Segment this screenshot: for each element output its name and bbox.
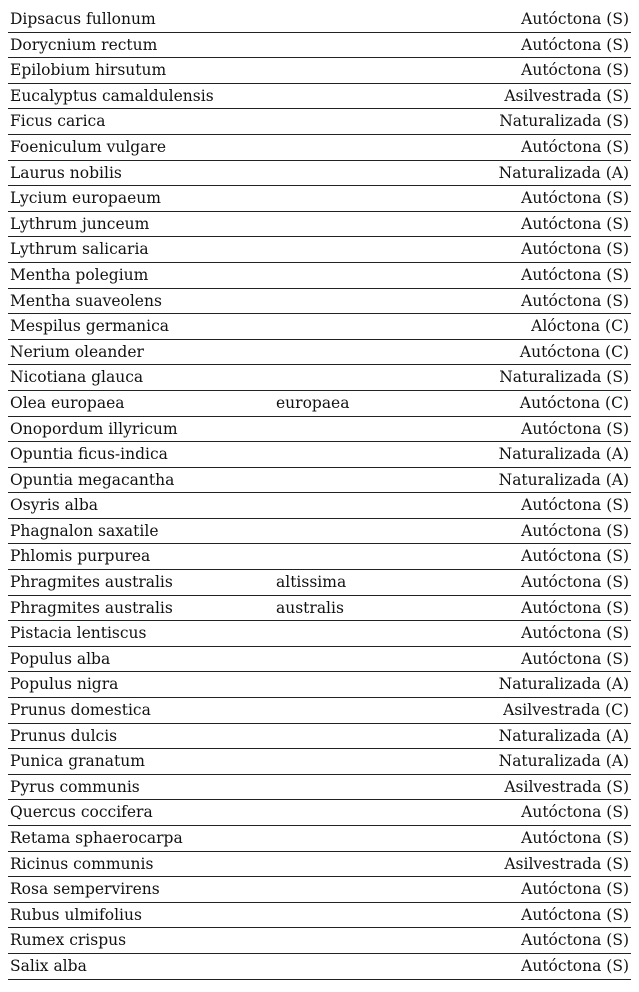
- status-cell: Alóctona (C): [448, 314, 631, 340]
- table-row: [8, 211, 631, 237]
- status-cell: Autóctona (S): [448, 186, 631, 212]
- status-cell: Autóctona (S): [448, 826, 631, 852]
- subspecies-cell: [274, 211, 448, 237]
- status-cell: Autóctona (S): [448, 58, 631, 84]
- subspecies-cell: [274, 851, 448, 877]
- table-row: [8, 58, 631, 84]
- status-cell: Autóctona (S): [448, 7, 631, 32]
- table-row: [8, 288, 631, 314]
- table-row: [8, 800, 631, 826]
- subspecies-cell: australis: [274, 595, 448, 621]
- table-row: [8, 518, 631, 544]
- species-name-cell: Pyrus communis: [8, 774, 274, 800]
- subspecies-cell: [274, 800, 448, 826]
- subspecies-cell: [274, 928, 448, 954]
- species-name-cell: Onopordum illyricum: [8, 416, 274, 442]
- subspecies-cell: [274, 698, 448, 724]
- status-cell: Autóctona (S): [448, 646, 631, 672]
- species-name-cell: Dipsacus fullonum: [8, 7, 274, 32]
- species-name-cell: Eucalyptus camaldulensis: [8, 83, 274, 109]
- table-row: [8, 160, 631, 186]
- species-name-cell: Populus nigra: [8, 672, 274, 698]
- table-row: [8, 621, 631, 647]
- subspecies-cell: altissima: [274, 570, 448, 596]
- status-cell: Naturalizada (A): [448, 672, 631, 698]
- table-row: [8, 262, 631, 288]
- species-name-cell: Pistacia lentiscus: [8, 621, 274, 647]
- status-cell: Naturalizada (A): [448, 749, 631, 775]
- subspecies-cell: [274, 493, 448, 519]
- species-table: [8, 7, 631, 980]
- subspecies-cell: [274, 83, 448, 109]
- status-cell: Autóctona (C): [448, 339, 631, 365]
- status-cell: Asilvestrada (C): [448, 698, 631, 724]
- species-name-cell: Nerium oleander: [8, 339, 274, 365]
- status-cell: Autóctona (S): [448, 416, 631, 442]
- status-cell: Autóctona (C): [448, 390, 631, 416]
- species-name-cell: Retama sphaerocarpa: [8, 826, 274, 852]
- species-name-cell: Prunus dulcis: [8, 723, 274, 749]
- species-name-cell: Nicotiana glauca: [8, 365, 274, 391]
- species-name-cell: Phragmites australis: [8, 595, 274, 621]
- species-name-cell: Phagnalon saxatile: [8, 518, 274, 544]
- species-name-cell: Lythrum salicaria: [8, 237, 274, 263]
- table-row: [8, 442, 631, 468]
- status-cell: Autóctona (S): [448, 595, 631, 621]
- table-row: [8, 365, 631, 391]
- subspecies-cell: [274, 518, 448, 544]
- subspecies-cell: [274, 288, 448, 314]
- subspecies-cell: [274, 723, 448, 749]
- status-cell: Autóctona (S): [448, 544, 631, 570]
- status-cell: Autóctona (S): [448, 288, 631, 314]
- species-name-cell: Foeniculum vulgare: [8, 134, 274, 160]
- subspecies-cell: [274, 262, 448, 288]
- table-row: [8, 672, 631, 698]
- species-name-cell: Phlomis purpurea: [8, 544, 274, 570]
- table-row: [8, 928, 631, 954]
- table-row: [8, 237, 631, 263]
- species-name-cell: Rubus ulmifolius: [8, 902, 274, 928]
- status-cell: Autóctona (S): [448, 800, 631, 826]
- species-name-cell: Ricinus communis: [8, 851, 274, 877]
- species-name-cell: Opuntia megacantha: [8, 467, 274, 493]
- species-name-cell: Punica granatum: [8, 749, 274, 775]
- species-name-cell: Mespilus germanica: [8, 314, 274, 340]
- status-cell: Asilvestrada (S): [448, 774, 631, 800]
- table-row: [8, 416, 631, 442]
- species-name-cell: Laurus nobilis: [8, 160, 274, 186]
- species-name-cell: Mentha polegium: [8, 262, 274, 288]
- species-name-cell: Osyris alba: [8, 493, 274, 519]
- table-row: [8, 134, 631, 160]
- table-row: [8, 83, 631, 109]
- species-name-cell: Phragmites australis: [8, 570, 274, 596]
- subspecies-cell: [274, 621, 448, 647]
- table-row: [8, 32, 631, 58]
- subspecies-cell: [274, 672, 448, 698]
- species-name-cell: Dorycnium rectum: [8, 32, 274, 58]
- subspecies-cell: [274, 237, 448, 263]
- table-row: [8, 953, 631, 979]
- status-cell: Autóctona (S): [448, 621, 631, 647]
- species-name-cell: Rumex crispus: [8, 928, 274, 954]
- table-row: [8, 595, 631, 621]
- subspecies-cell: [274, 544, 448, 570]
- species-name-cell: Epilobium hirsutum: [8, 58, 274, 84]
- subspecies-cell: [274, 7, 448, 32]
- table-row: [8, 7, 631, 32]
- table-row: [8, 544, 631, 570]
- table-row: [8, 390, 631, 416]
- status-cell: Autóctona (S): [448, 518, 631, 544]
- subspecies-cell: [274, 774, 448, 800]
- subspecies-cell: [274, 826, 448, 852]
- status-cell: Asilvestrada (S): [448, 851, 631, 877]
- table-row: [8, 902, 631, 928]
- subspecies-cell: [274, 646, 448, 672]
- status-cell: Autóctona (S): [448, 928, 631, 954]
- table-row: [8, 774, 631, 800]
- status-cell: Naturalizada (A): [448, 723, 631, 749]
- species-name-cell: Olea europaea: [8, 390, 274, 416]
- subspecies-cell: [274, 314, 448, 340]
- table-row: [8, 826, 631, 852]
- table-row: [8, 467, 631, 493]
- status-cell: Autóctona (S): [448, 237, 631, 263]
- table-row: [8, 646, 631, 672]
- subspecies-cell: [274, 32, 448, 58]
- subspecies-cell: [274, 902, 448, 928]
- status-cell: Autóctona (S): [448, 953, 631, 979]
- species-table-body: [8, 7, 631, 979]
- species-name-cell: Opuntia ficus-indica: [8, 442, 274, 468]
- species-name-cell: Mentha suaveolens: [8, 288, 274, 314]
- status-cell: Naturalizada (A): [448, 467, 631, 493]
- status-cell: Autóctona (S): [448, 134, 631, 160]
- subspecies-cell: [274, 339, 448, 365]
- species-name-cell: Salix alba: [8, 953, 274, 979]
- status-cell: Autóctona (S): [448, 32, 631, 58]
- subspecies-cell: [274, 877, 448, 903]
- subspecies-cell: [274, 58, 448, 84]
- subspecies-cell: [274, 109, 448, 135]
- species-name-cell: Prunus domestica: [8, 698, 274, 724]
- subspecies-cell: [274, 467, 448, 493]
- table-row: [8, 723, 631, 749]
- table-row: [8, 314, 631, 340]
- species-name-cell: Populus alba: [8, 646, 274, 672]
- species-name-cell: Rosa sempervirens: [8, 877, 274, 903]
- subspecies-cell: [274, 442, 448, 468]
- table-row: [8, 109, 631, 135]
- table-row: [8, 749, 631, 775]
- status-cell: Autóctona (S): [448, 493, 631, 519]
- status-cell: Naturalizada (A): [448, 442, 631, 468]
- table-row: [8, 877, 631, 903]
- subspecies-cell: [274, 416, 448, 442]
- species-name-cell: Quercus coccifera: [8, 800, 274, 826]
- subspecies-cell: [274, 160, 448, 186]
- status-cell: Naturalizada (S): [448, 109, 631, 135]
- table-row: [8, 851, 631, 877]
- status-cell: Autóctona (S): [448, 877, 631, 903]
- table-row: [8, 493, 631, 519]
- table-row: [8, 698, 631, 724]
- subspecies-cell: [274, 186, 448, 212]
- subspecies-cell: [274, 134, 448, 160]
- species-name-cell: Lycium europaeum: [8, 186, 274, 212]
- table-row: [8, 339, 631, 365]
- species-name-cell: Lythrum junceum: [8, 211, 274, 237]
- status-cell: Autóctona (S): [448, 570, 631, 596]
- table-row: [8, 570, 631, 596]
- status-cell: Autóctona (S): [448, 262, 631, 288]
- species-name-cell: Ficus carica: [8, 109, 274, 135]
- subspecies-cell: [274, 953, 448, 979]
- status-cell: Autóctona (S): [448, 211, 631, 237]
- status-cell: Naturalizada (A): [448, 160, 631, 186]
- status-cell: Asilvestrada (S): [448, 83, 631, 109]
- subspecies-cell: [274, 749, 448, 775]
- status-cell: Autóctona (S): [448, 902, 631, 928]
- subspecies-cell: europaea: [274, 390, 448, 416]
- subspecies-cell: [274, 365, 448, 391]
- status-cell: Naturalizada (S): [448, 365, 631, 391]
- table-row: [8, 186, 631, 212]
